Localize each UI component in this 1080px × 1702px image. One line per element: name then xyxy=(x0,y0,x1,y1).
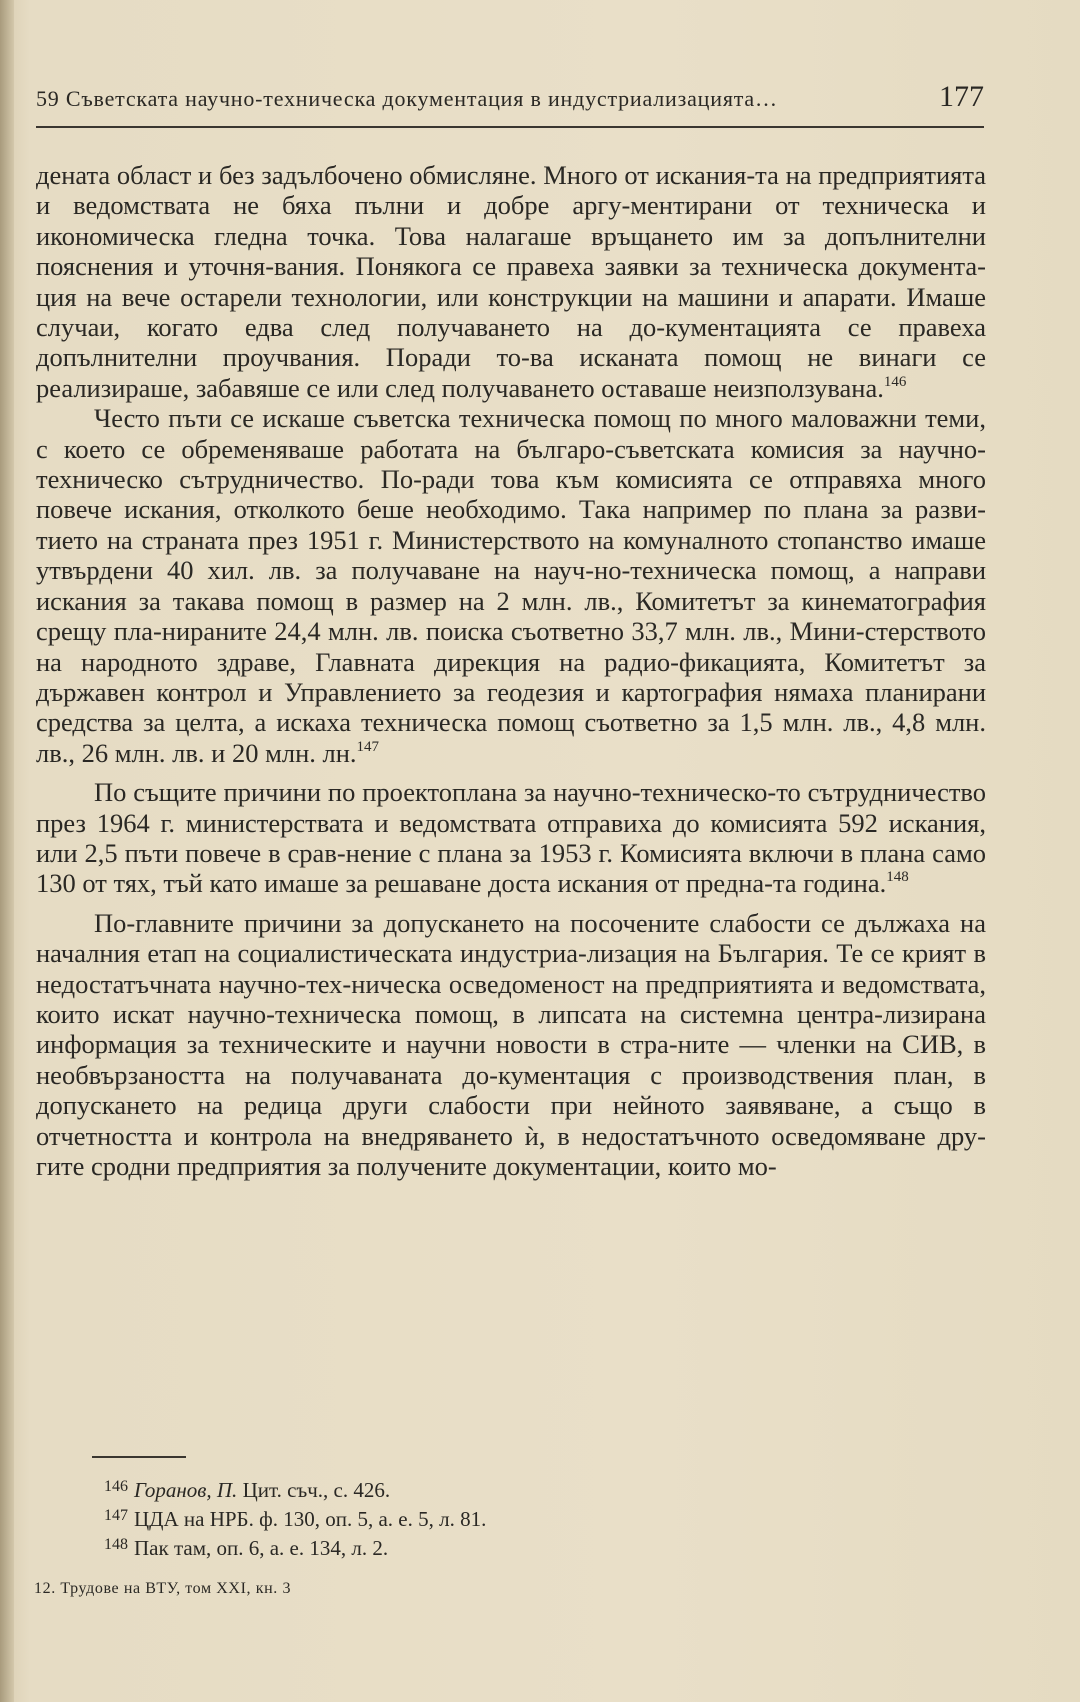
running-header-title: 59 Съветската научно-техническа документация в индустриализацията… xyxy=(36,86,778,111)
running-header xyxy=(36,80,984,120)
footnotes xyxy=(104,1474,964,1561)
footnote-number: 148 xyxy=(104,1536,128,1553)
main-text xyxy=(36,160,986,1181)
footnote-148 xyxy=(104,1532,964,1561)
page-number: 177 xyxy=(939,80,984,113)
paragraph-gap xyxy=(36,899,986,908)
paragraph-gap xyxy=(36,768,986,777)
footnote-text: ЦДА на НРБ. ф. 130, оп. 5, а. е. 5, л. 81. xyxy=(134,1507,487,1531)
header-rule xyxy=(36,126,984,128)
footnote-ref-148: 148 xyxy=(886,869,909,886)
footnote-146 xyxy=(104,1474,964,1503)
paragraph-3 xyxy=(36,777,986,899)
footnote-author: Горанов, П. xyxy=(134,1478,238,1502)
printer-signature: 12. Трудове на ВТУ, том XXI, кн. 3 xyxy=(34,1580,292,1597)
paragraph-4 xyxy=(36,908,986,1182)
page-binding-edge xyxy=(0,0,14,1702)
paragraph-4-text: По-главните причини за допускането на посочените слабости се дължаха на началния етап на социалистическата индустриа-лизация на България. Те се крият в недостатъчната научно-тех-ническа осведоменост на предприятията и ведомствата, които искат научно-техническа помощ, в липсата на системна центра-лизирана информация за техническите и научни новости в стра-ните — членки на СИВ, в необвързаността на получаваната до-кументация с производствения план, в допускането на редица други слабости при нейното заявяване, а също в отчетността и контрола на внедряването ѝ, в недостатъчното осведомяване дру-гите сродни предприятия за получените документации, които мо- xyxy=(36,907,986,1181)
paragraph-2-text: Често пъти се искаше съветска техническа помощ по много маловажни теми, с което се обременяваше работата на българо-съветската комисия за научно-техническо сътрудничество. По-ради това към комисията се отправяха много повече искания, отколкото беше необходимо. Така например по плана за разви-тието на страната през 1951 г. Министерството на комуналното стопанство имаше утвърдени 40 хил. лв. за получаване на науч-но-техническа помощ, а направи искания за такава помощ в размер на 2 млн. лв., Комитетът за кинематография срещу пла-нираните 24,4 млн. лв. поиска съответно 33,7 млн. лв., Мини-стерството на народното здраве, Главната дирекция на радио-фикацията, Комитетът за държавен контрол и Управлението за геодезия и картография нямаха планирани средства за целта, а искаха техническа помощ съответно за 1,5 млн. лв., 4,8 млн. лв., 26 млн. лв. и 20 млн. лн. xyxy=(36,403,986,768)
paragraph-1-text: дената област и без задълбочено обмисляне. Много от искания-та на предприятията и ведомствата не бяха пълни и добре аргу-ментирани от техническа и икономическа гледна точка. Това налагаше връщането им за допълнителни пояснения и уточня-вания. Понякога се правеха заявки за техническа документа-ция на вече остарели технологии, или конструкции на машини и апарати. Имаше случаи, когато едва след получаването на до-кументацията се правеха допълнителни проучвания. Поради то-ва исканата помощ не винаги се реализираше, забавяше се или след получаването оставаше неизползувана. xyxy=(36,160,986,403)
paragraph-2 xyxy=(36,403,986,768)
footnote-number: 147 xyxy=(104,1507,128,1524)
footnote-ref-147: 147 xyxy=(356,738,380,755)
paragraph-1 xyxy=(36,160,986,403)
paragraph-3-text: По същите причини по проектоплана за научно-техническо-то сътрудничество през 1964 г. министерствата и ведомствата отправиха до комисията 592 искания, или 2,5 пъти повече в срав-нение с плана за 1953 г. Комисията включи в плана само 130 от тях, тъй като имаше за решаване доста искания от предна-та година. xyxy=(36,777,986,899)
footnote-text: Пак там, оп. 6, а. е. 134, л. 2. xyxy=(134,1536,389,1560)
footnote-rule xyxy=(92,1456,186,1458)
footnote-ref-146: 146 xyxy=(883,373,907,390)
footnote-147 xyxy=(104,1503,964,1532)
footnote-text: Цит. съч., с. 426. xyxy=(237,1478,391,1502)
footnote-number: 146 xyxy=(104,1478,128,1495)
